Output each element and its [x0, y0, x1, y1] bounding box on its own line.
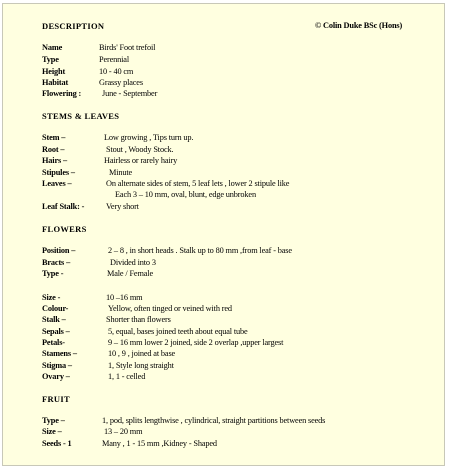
- petals-label: Petals-: [42, 338, 65, 347]
- stalk-label: Stalk –: [42, 315, 66, 324]
- seeds-value: Many , 1 - 15 mm ,Kidney - Shaped: [102, 439, 217, 448]
- copyright-notice: © Colin Duke BSc (Hons): [315, 21, 403, 30]
- stem-label: Stem –: [42, 133, 66, 142]
- flower-size-value: 10 –16 mm: [106, 293, 143, 302]
- stem-value: Low growing , Tips turn up.: [104, 133, 194, 142]
- habitat-label: Habitat: [42, 78, 69, 87]
- stipules-label: Stipules –: [42, 168, 75, 177]
- petals-value: 9 – 16 mm lower 2 joined, side 2 overlap ,upper largest: [108, 338, 284, 347]
- height-label: Height: [42, 67, 66, 76]
- ovary-value: 1, 1 - celled: [108, 372, 146, 381]
- flower-size-label: Size -: [42, 293, 61, 302]
- hairs-value: Hairless or rarely hairy: [104, 156, 178, 165]
- page-title: DESCRIPTION: [42, 21, 105, 31]
- leaves-value-cont: Each 3 – 10 mm, oval, blunt, edge unbroken: [115, 190, 256, 199]
- fruit-size-value: 13 – 20 mm: [104, 427, 143, 436]
- name-value: Birds' Foot trefoil: [99, 43, 156, 52]
- position-value: 2 – 8 , in short heads . Stalk up to 80 mm ,from leaf - base: [108, 246, 292, 255]
- hairs-label: Hairs –: [42, 156, 67, 165]
- type-value: Perennial: [99, 55, 129, 64]
- ovary-label: Ovary –: [42, 372, 70, 381]
- stamens-label: Stamens –: [42, 349, 77, 358]
- stigma-value: 1, Style long straight: [108, 361, 174, 370]
- stigma-label: Stigma –: [42, 361, 72, 370]
- colour-value: Yellow, often tinged or veined with red: [108, 304, 232, 313]
- flower-type-value: Male / Female: [107, 269, 153, 278]
- leaf-stalk-label: Leaf Stalk: -: [42, 202, 85, 211]
- sepals-label: Sepals –: [42, 327, 70, 336]
- habitat-value: Grassy places: [99, 78, 143, 87]
- flowers-heading: FLOWERS: [42, 224, 87, 234]
- seeds-label: Seeds - 1: [42, 439, 72, 448]
- flowering-label: Flowering :: [42, 89, 82, 98]
- flowering-value: June - September: [102, 89, 158, 98]
- bracts-label: Bracts –: [42, 258, 71, 267]
- leaves-label: Leaves –: [42, 179, 72, 188]
- flower-type-label: Type -: [42, 269, 64, 278]
- colour-label: Colour-: [42, 304, 69, 313]
- root-value: Stout , Woody Stock.: [106, 145, 174, 154]
- leaf-stalk-value: Very short: [106, 202, 139, 211]
- height-value: 10 - 40 cm: [99, 67, 134, 76]
- stamens-value: 10 , 9 , joined at base: [108, 349, 176, 358]
- root-label: Root –: [42, 145, 65, 154]
- type-label: Type: [42, 55, 59, 64]
- fruit-size-label: Size –: [42, 427, 62, 436]
- stipules-value: Minute: [109, 168, 133, 177]
- leaves-value: On alternate sides of stem, 5 leaf lets , lower 2 stipule like: [106, 179, 290, 188]
- stalk-value: Shorter than flowers: [106, 315, 171, 324]
- stems-leaves-heading: STEMS & LEAVES: [42, 111, 120, 121]
- fruit-type-label: Type –: [42, 416, 65, 425]
- bracts-value: Divided into 3: [110, 258, 156, 267]
- fruit-type-value: 1, pod, splits lengthwise , cylindrical, straight partitions between seeds: [102, 416, 326, 425]
- fruit-heading: FRUIT: [42, 394, 70, 404]
- sepals-value: 5, equal, bases joined teeth about equal tube: [108, 327, 248, 336]
- position-label: Position –: [42, 246, 76, 255]
- name-label: Name: [42, 43, 63, 52]
